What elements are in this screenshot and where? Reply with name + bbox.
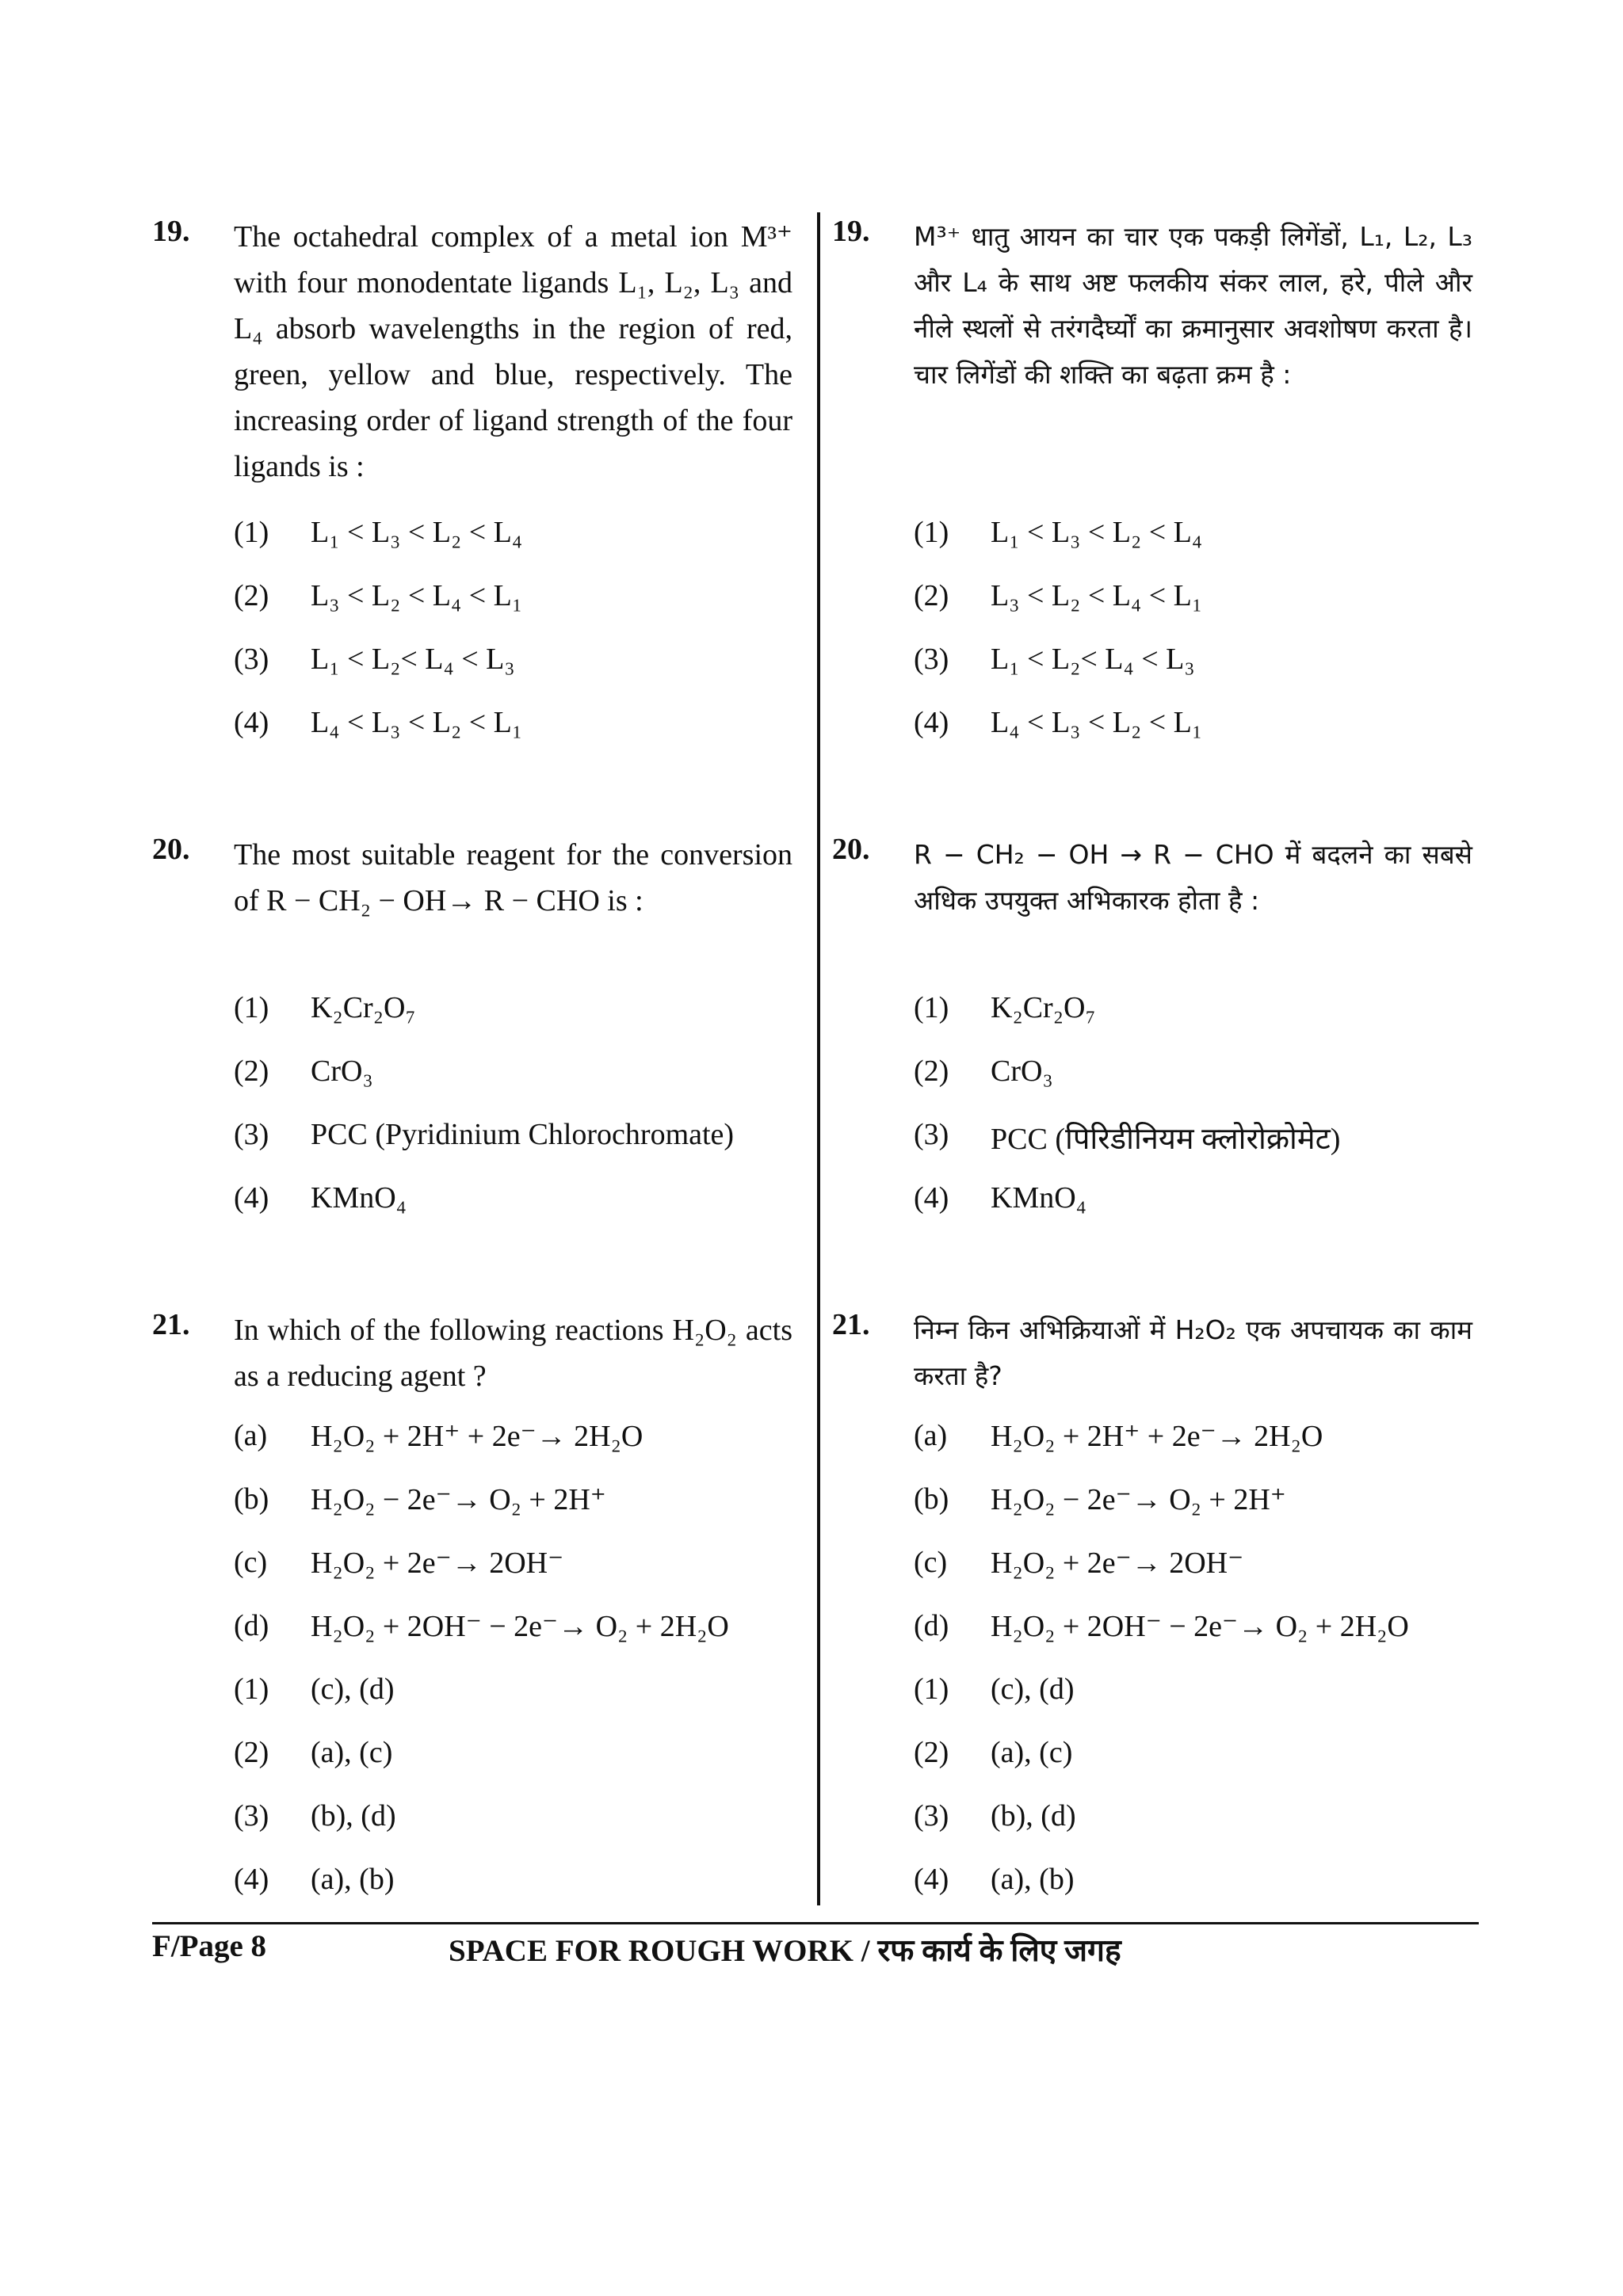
question-stem: In which of the following reactions H₂O₂ acts as a reducing agent ? (234, 1314, 792, 1393)
question-stem: निम्न किन अभिक्रियाओं में H₂O₂ एक अपचायक का काम करता है? (914, 1314, 1472, 1391)
question-number: 20. (152, 833, 190, 866)
reaction-text: H₂O₂ + 2OH⁻ − 2e⁻→ O₂ + 2H₂O (311, 1610, 729, 1643)
reaction-text: H₂O₂ − 2e⁻→ O₂ + 2H⁺ (311, 1483, 606, 1516)
option-text: PCC (Pyridinium Chlorochromate) (311, 1118, 735, 1151)
option-label: (2) (234, 1055, 269, 1088)
question-stem: The octahedral complex of a metal ion M³⁺ with four monodentate ligands L₁, L₂, L₃ and L₄ absorb wavelengths in the region of red, green, yellow and blue, respectively. The increasing order of ligand strength of the four ligands is : (234, 220, 792, 483)
option-label: (3) (234, 1118, 269, 1151)
option-label: (1) (914, 991, 949, 1024)
option-text: L₄ < L₃ < L₂ < L₁ (991, 706, 1203, 739)
option-text: L₄ < L₃ < L₂ < L₁ (311, 706, 523, 739)
option-text: (c), (d) (311, 1672, 395, 1706)
option-label: (4) (234, 706, 269, 739)
reaction-label: (a) (914, 1419, 948, 1452)
question-stem: R − CH₂ − OH → R − CHO में बदलने का सबसे अधिक उपयुक्त अभिकारक होता है : (914, 839, 1472, 916)
option-text: (a), (b) (991, 1863, 1075, 1896)
option-text: (b), (d) (311, 1799, 396, 1833)
footer-rule (152, 1922, 1479, 1924)
column-divider (817, 212, 820, 1905)
option-text: (a), (c) (311, 1736, 393, 1769)
reaction-text: H₂O₂ + 2e⁻→ 2OH⁻ (311, 1547, 564, 1580)
option-label: (2) (914, 579, 949, 612)
option-label: (4) (914, 1863, 949, 1896)
option-text: L₁ < L₂< L₄ < L₃ (311, 643, 515, 676)
option-label: (2) (914, 1055, 949, 1088)
reaction-text: H₂O₂ + 2H⁺ + 2e⁻→ 2H₂O (311, 1420, 643, 1453)
option-text: (c), (d) (991, 1672, 1075, 1706)
reaction-text: H₂O₂ − 2e⁻→ O₂ + 2H⁺ (991, 1483, 1286, 1516)
option-label: (1) (914, 1672, 949, 1706)
option-text: KMnO₄ (311, 1181, 407, 1215)
question-number: 20. (832, 833, 870, 866)
option-text: KMnO₄ (991, 1181, 1086, 1215)
option-text: L₁ < L₂< L₄ < L₃ (991, 643, 1195, 676)
option-text: L₃ < L₂ < L₄ < L₁ (311, 579, 523, 612)
option-text: PCC (पिरिडीनियम क्लोरोक्रोमेट) (991, 1123, 1341, 1156)
reaction-text: H₂O₂ + 2H⁺ + 2e⁻→ 2H₂O (991, 1420, 1323, 1453)
option-label: (4) (914, 706, 949, 739)
option-label: (4) (234, 1863, 269, 1896)
reaction-label: (c) (234, 1546, 268, 1579)
question-stem: M³⁺ धातु आयन का चार एक पकड़ी लिगेंडों, L₁, L₂, L₃ और L₄ के साथ अष्ट फलकीय संकर लाल, हरे, पीले और नीले स्थलों से तरंगदैर्घ्यों का क्रमानुसार अवशोषण करता है। चार लिगेंडों की शक्ति का बढ़ता क्रम है : (914, 221, 1472, 390)
question-number: 21. (832, 1308, 870, 1341)
question-number: 19. (832, 215, 870, 248)
reaction-label: (d) (234, 1609, 269, 1642)
rough-work-label: SPACE FOR ROUGH WORK / रफ कार्य के लिए जगह (449, 1934, 1121, 1968)
option-text: (a), (c) (991, 1736, 1073, 1769)
option-text: L₁ < L₃ < L₂ < L₄ (311, 516, 523, 549)
option-label: (1) (234, 991, 269, 1024)
option-label: (1) (234, 516, 269, 549)
option-label: (2) (234, 579, 269, 612)
option-label: (2) (234, 1736, 269, 1769)
question-stem: The most suitable reagent for the conversion of R − CH₂ − OH→ R − CHO is : (234, 838, 792, 917)
option-text: K₂Cr₂O₇ (311, 991, 416, 1024)
page-number: F/Page 8 (152, 1929, 267, 1963)
reaction-label: (b) (234, 1482, 269, 1516)
option-label: (1) (914, 516, 949, 549)
reaction-text: H₂O₂ + 2e⁻→ 2OH⁻ (991, 1547, 1244, 1580)
option-label: (3) (234, 1799, 269, 1833)
option-text: L₃ < L₂ < L₄ < L₁ (991, 579, 1203, 612)
option-label: (3) (914, 1118, 949, 1151)
question-number: 21. (152, 1308, 190, 1341)
option-label: (3) (914, 1799, 949, 1833)
option-text: CrO₃ (991, 1055, 1053, 1088)
reaction-label: (a) (234, 1419, 268, 1452)
option-label: (2) (914, 1736, 949, 1769)
option-label: (3) (914, 643, 949, 676)
option-text: L₁ < L₃ < L₂ < L₄ (991, 516, 1203, 549)
option-text: (a), (b) (311, 1863, 395, 1896)
reaction-text: H₂O₂ + 2OH⁻ − 2e⁻→ O₂ + 2H₂O (991, 1610, 1409, 1643)
reaction-label: (c) (914, 1546, 948, 1579)
option-text: CrO₃ (311, 1055, 373, 1088)
reaction-label: (d) (914, 1609, 949, 1642)
reaction-label: (b) (914, 1482, 949, 1516)
option-label: (3) (234, 643, 269, 676)
option-text: (b), (d) (991, 1799, 1076, 1833)
option-label: (4) (234, 1181, 269, 1215)
option-label: (4) (914, 1181, 949, 1215)
option-text: K₂Cr₂O₇ (991, 991, 1096, 1024)
question-number: 19. (152, 215, 190, 248)
option-label: (1) (234, 1672, 269, 1706)
